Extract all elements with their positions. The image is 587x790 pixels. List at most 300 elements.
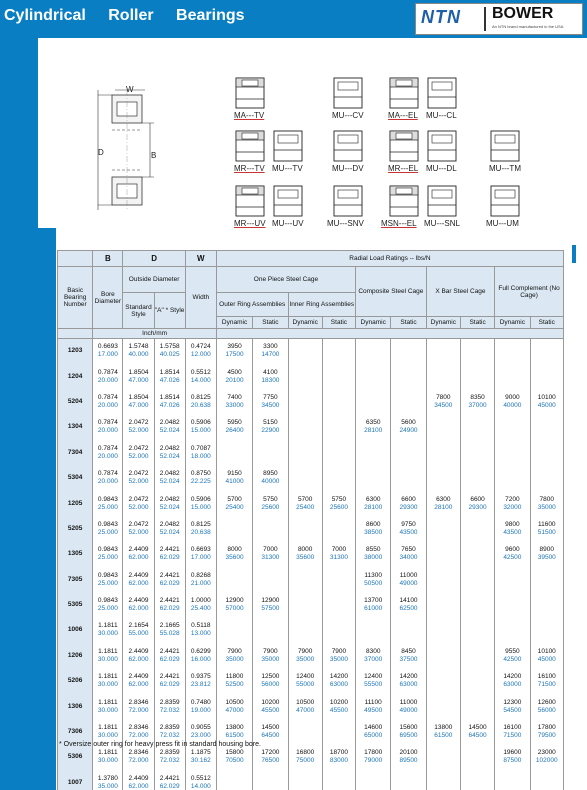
- mm-value: 30.000: [97, 681, 118, 689]
- cell-w: [185, 440, 216, 465]
- mm-value: 40.025: [159, 351, 180, 359]
- mm-value: 54500: [503, 706, 522, 714]
- header-dynamic: Dynamic: [356, 317, 391, 329]
- cell-fd: [495, 415, 530, 440]
- mm-value: 38000: [364, 554, 383, 562]
- mm-value: 35000: [537, 503, 556, 511]
- mm-value: 31300: [329, 554, 348, 562]
- inch-value: 0.4724: [190, 343, 211, 351]
- inch-value: 0.7087: [190, 444, 211, 452]
- cell-xs: [460, 618, 494, 643]
- inch-value: 14200: [503, 673, 522, 681]
- header-units: Inch/mm: [93, 329, 217, 339]
- cell-fd: [495, 745, 530, 770]
- cell-os: [253, 415, 288, 440]
- cell-cs: [391, 415, 426, 440]
- table-row: [58, 440, 564, 465]
- bower-logo: BOWER: [492, 5, 554, 22]
- cell-is: [322, 618, 355, 643]
- mm-value: 39500: [537, 554, 556, 562]
- inch-value: 5600: [401, 419, 416, 427]
- cell-fs: [530, 389, 563, 414]
- cell-b: [93, 440, 123, 465]
- cell-fd: [495, 694, 530, 719]
- cell-is: [322, 542, 355, 567]
- cell-da: [154, 643, 185, 668]
- cell-od: [216, 364, 252, 389]
- cell-is: [322, 339, 355, 364]
- inch-value: 2.0482: [159, 470, 180, 478]
- cell-cs: [391, 465, 426, 490]
- style-label: MR---TV: [234, 164, 265, 173]
- cell-da: [154, 567, 185, 592]
- inch-value: 7400: [227, 393, 242, 401]
- cell-xs: [460, 745, 494, 770]
- mm-value: 25.000: [97, 503, 118, 511]
- inch-value: 2.4409: [128, 597, 149, 605]
- cell-cs: [391, 491, 426, 516]
- bearing-style-icon: [273, 130, 303, 162]
- header-outer-ring: Outer Ring Assemblies: [216, 293, 288, 317]
- mm-value: 62.029: [159, 605, 180, 613]
- cell-os: [253, 339, 288, 364]
- inch-value: 0.7874: [97, 393, 118, 401]
- cell-w: [185, 745, 216, 770]
- cell-od: [216, 491, 252, 516]
- cell-xs: [460, 465, 494, 490]
- cell-b: [93, 491, 123, 516]
- cell-is: [322, 567, 355, 592]
- mm-value: 62.000: [128, 554, 149, 562]
- inch-value: 0.9843: [97, 571, 118, 579]
- inch-value: 2.4421: [159, 571, 180, 579]
- ntn-logo: NTN: [421, 7, 461, 27]
- style-label: MU---SNL: [424, 219, 460, 228]
- cell-od: [216, 770, 252, 790]
- cell-fs: [530, 719, 563, 744]
- cell-b: [93, 567, 123, 592]
- cell-b: [93, 770, 123, 790]
- cell-fs: [530, 465, 563, 490]
- bearing-number-cell: 5204: [58, 389, 93, 414]
- cell-w: [185, 339, 216, 364]
- cell-os: [253, 389, 288, 414]
- inch-value: 18700: [329, 749, 348, 757]
- inch-value: 2.4409: [128, 774, 149, 782]
- cell-fd: [495, 567, 530, 592]
- inch-value: 10200: [261, 698, 280, 706]
- inch-value: 7750: [263, 393, 278, 401]
- mm-value: 13.000: [190, 630, 211, 638]
- cell-os: [253, 567, 288, 592]
- cell-id: [288, 719, 322, 744]
- cell-fs: [530, 592, 563, 617]
- cell-od: [216, 643, 252, 668]
- inch-value: 11800: [225, 673, 244, 681]
- bearing-number-cell: 1204: [58, 364, 93, 389]
- cell-w: [185, 643, 216, 668]
- cell-xs: [460, 491, 494, 516]
- cell-fd: [495, 465, 530, 490]
- inch-value: 7900: [263, 647, 278, 655]
- inch-value: 7000: [263, 546, 278, 554]
- inch-value: 8600: [365, 520, 381, 528]
- cell-cd: [356, 592, 391, 617]
- mm-value: 49500: [364, 706, 383, 714]
- mm-value: 38500: [364, 528, 383, 536]
- inch-value: 0.7874: [97, 419, 118, 427]
- cell-da: [154, 694, 185, 719]
- style-label: MU---DV: [332, 164, 364, 173]
- bearing-number-cell: 1304: [58, 415, 93, 440]
- cell-fs: [530, 567, 563, 592]
- cell-cd: [356, 415, 391, 440]
- side-accent: [0, 38, 38, 228]
- style-label: MU---TM: [489, 164, 521, 173]
- cell-os: [253, 364, 288, 389]
- footnote: * Oversize outer ring for heavy press fit in standard housing bore.: [59, 741, 261, 748]
- cell-os: [253, 669, 288, 694]
- cell-xs: [460, 516, 494, 541]
- mm-value: 72.000: [128, 706, 149, 714]
- header-outside-diameter: Outside Diameter: [123, 267, 185, 293]
- cell-is: [322, 643, 355, 668]
- cell-xs: [460, 770, 494, 790]
- cell-os: [253, 694, 288, 719]
- mm-value: 26400: [225, 427, 244, 435]
- header-blank: [58, 251, 93, 267]
- inch-value: 2.4421: [159, 673, 180, 681]
- header-units-blank: [216, 329, 563, 339]
- cell-ds: [123, 465, 154, 490]
- cell-xd: [426, 516, 460, 541]
- cell-od: [216, 516, 252, 541]
- inch-value: 23000: [537, 749, 556, 757]
- mm-value: 29300: [399, 503, 418, 511]
- table-body: [58, 339, 564, 790]
- inch-value: 10500: [296, 698, 315, 706]
- mm-value: 61500: [225, 732, 244, 740]
- mm-value: 20.638: [190, 528, 211, 536]
- cell-os: [253, 491, 288, 516]
- cell-xd: [426, 339, 460, 364]
- cell-id: [288, 491, 322, 516]
- mm-value: 52.024: [159, 528, 180, 536]
- cell-os: [253, 465, 288, 490]
- cell-cd: [356, 567, 391, 592]
- cell-ds: [123, 542, 154, 567]
- mm-value: 20100: [225, 376, 244, 384]
- inch-value: 1.8514: [159, 393, 180, 401]
- top-bar: [0, 0, 587, 38]
- mm-value: 72.032: [159, 706, 180, 714]
- cell-od: [216, 465, 252, 490]
- inch-value: 5700: [297, 495, 313, 503]
- mm-value: 14.000: [190, 376, 211, 384]
- inch-value: 1.1811: [98, 647, 118, 655]
- header-one-piece-cage: One Piece Steel Cage: [216, 267, 355, 293]
- table-row: [58, 618, 564, 643]
- cell-cd: [356, 643, 391, 668]
- header-dynamic: Dynamic: [288, 317, 322, 329]
- inch-value: 5700: [227, 495, 242, 503]
- inch-value: 13700: [364, 597, 383, 605]
- table-row: [58, 567, 564, 592]
- cell-fd: [495, 339, 530, 364]
- mm-value: 62.029: [159, 655, 180, 663]
- inch-value: 2.8359: [159, 698, 180, 706]
- mm-value: 52.000: [128, 478, 149, 486]
- inch-value: 1.1811: [98, 698, 118, 706]
- mm-value: 37000: [364, 655, 383, 663]
- cell-fd: [495, 516, 530, 541]
- cell-cs: [391, 694, 426, 719]
- cell-ds: [123, 415, 154, 440]
- cell-w: [185, 592, 216, 617]
- inch-value: 1.8514: [159, 368, 180, 376]
- mm-value: 16.000: [190, 655, 211, 663]
- cell-cs: [391, 389, 426, 414]
- inch-value: 9150: [227, 470, 242, 478]
- inch-value: 6600: [470, 495, 485, 503]
- style-label: MA---TV: [234, 111, 265, 120]
- inch-value: 16800: [296, 749, 315, 757]
- mm-value: 79500: [537, 732, 556, 740]
- inch-value: 8000: [297, 546, 313, 554]
- mm-value: 18.000: [190, 452, 211, 460]
- cell-fs: [530, 618, 563, 643]
- inch-value: 6300: [365, 495, 381, 503]
- cell-ds: [123, 592, 154, 617]
- inch-value: 8950: [263, 470, 278, 478]
- cell-cd: [356, 516, 391, 541]
- bearing-style-icon: [389, 77, 419, 109]
- cell-cs: [391, 770, 426, 790]
- cell-cs: [391, 567, 426, 592]
- mm-value: 62.000: [128, 681, 149, 689]
- mm-value: 76500: [261, 757, 280, 765]
- inch-value: 10100: [537, 393, 556, 401]
- inch-value: 0.9843: [97, 495, 118, 503]
- cell-ds: [123, 491, 154, 516]
- mm-value: 23.000: [190, 732, 211, 740]
- inch-value: 11300: [364, 571, 382, 579]
- cell-w: [185, 491, 216, 516]
- mm-value: 55.000: [128, 630, 149, 638]
- mm-value: 102000: [535, 757, 558, 765]
- header-width: Width: [185, 267, 216, 329]
- cell-os: [253, 516, 288, 541]
- cell-os: [253, 542, 288, 567]
- cell-os: [253, 770, 288, 790]
- cell-is: [322, 491, 355, 516]
- mm-value: 25.000: [97, 605, 118, 613]
- mm-value: 35600: [225, 554, 244, 562]
- mm-value: 25400: [225, 503, 244, 511]
- cell-xd: [426, 592, 460, 617]
- cell-fs: [530, 516, 563, 541]
- inch-value: 12500: [261, 673, 280, 681]
- mm-value: 49000: [399, 579, 418, 587]
- mm-value: 34500: [434, 401, 453, 409]
- cell-id: [288, 465, 322, 490]
- mm-value: 28100: [364, 427, 383, 435]
- bearing-style-icon: [333, 130, 363, 162]
- header-radial-load: Radial Load Ratings -- lbs/N: [216, 251, 563, 267]
- style-label: MU---TV: [272, 164, 303, 173]
- header-composite-cage: Composite Steel Cage: [356, 267, 427, 317]
- cell-cd: [356, 770, 391, 790]
- cell-id: [288, 339, 322, 364]
- inch-value: 7650: [401, 546, 416, 554]
- cell-w: [185, 415, 216, 440]
- mm-value: 29300: [468, 503, 487, 511]
- bearing-number-cell: 5305: [58, 592, 93, 617]
- cell-da: [154, 516, 185, 541]
- cell-od: [216, 618, 252, 643]
- inch-value: 12400: [296, 673, 315, 681]
- inch-value: 1.8504: [128, 393, 149, 401]
- inch-value: 2.4421: [159, 546, 180, 554]
- page-title: Cylindrical Roller Bearings: [4, 7, 245, 24]
- inch-value: 2.4409: [128, 571, 149, 579]
- cell-cd: [356, 618, 391, 643]
- cell-od: [216, 669, 252, 694]
- mm-value: 61000: [364, 605, 383, 613]
- cell-is: [322, 719, 355, 744]
- inch-value: 14500: [468, 724, 487, 732]
- mm-value: 24900: [399, 427, 418, 435]
- cell-id: [288, 694, 322, 719]
- cell-b: [93, 643, 123, 668]
- style-label: MU---UM: [486, 219, 519, 228]
- inch-value: 13800: [225, 724, 244, 732]
- mm-value: 12.000: [190, 351, 211, 359]
- inch-value: 2.4421: [159, 774, 180, 782]
- bearing-number-cell: 1006: [58, 618, 93, 643]
- cell-is: [322, 415, 355, 440]
- cell-xs: [460, 389, 494, 414]
- mm-value: 35600: [296, 554, 315, 562]
- cell-cd: [356, 745, 391, 770]
- cell-od: [216, 440, 252, 465]
- inch-value: 1.8504: [128, 368, 149, 376]
- cell-is: [322, 745, 355, 770]
- inch-value: 0.9375: [190, 673, 211, 681]
- cell-da: [154, 339, 185, 364]
- inch-value: 5750: [263, 495, 278, 503]
- mm-value: 63000: [329, 681, 348, 689]
- inch-value: 0.7874: [97, 368, 118, 376]
- mm-value: 62500: [399, 605, 418, 613]
- mm-value: 57000: [225, 605, 244, 613]
- mm-value: 52.024: [159, 452, 180, 460]
- cell-xs: [460, 719, 494, 744]
- cell-id: [288, 542, 322, 567]
- mm-value: 34500: [261, 401, 280, 409]
- mm-value: 43500: [503, 528, 522, 536]
- mm-value: 50500: [364, 579, 383, 587]
- mm-value: 47.000: [128, 401, 149, 409]
- table-row: [58, 643, 564, 668]
- mm-value: 30.000: [97, 757, 118, 765]
- mm-value: 33000: [225, 401, 244, 409]
- style-label: MU---CL: [426, 111, 457, 120]
- cell-fd: [495, 440, 530, 465]
- mm-value: 61500: [434, 732, 453, 740]
- mm-value: 25400: [296, 503, 315, 511]
- cell-da: [154, 389, 185, 414]
- cell-w: [185, 770, 216, 790]
- cell-xd: [426, 643, 460, 668]
- cell-xs: [460, 669, 494, 694]
- cell-fs: [530, 364, 563, 389]
- cell-da: [154, 618, 185, 643]
- mm-value: 15.000: [190, 503, 211, 511]
- inch-value: 9600: [505, 546, 520, 554]
- cell-id: [288, 415, 322, 440]
- cell-ds: [123, 745, 154, 770]
- bearing-number-cell: 7304: [58, 440, 93, 465]
- mm-value: 62.000: [128, 605, 149, 613]
- style-label: MU---SNV: [327, 219, 364, 228]
- bearing-number-cell: 5205: [58, 516, 93, 541]
- cell-id: [288, 770, 322, 790]
- inch-value: 0.5512: [190, 368, 211, 376]
- inch-value: 0.9843: [97, 597, 118, 605]
- header-d: D: [123, 251, 185, 267]
- mm-value: 63000: [399, 681, 418, 689]
- mm-value: 31300: [261, 554, 280, 562]
- header-bore: Bore Diameter: [93, 267, 123, 329]
- inch-value: 8550: [365, 546, 381, 554]
- cell-xs: [460, 415, 494, 440]
- inch-value: 8000: [227, 546, 242, 554]
- bearing-number-cell: 5206: [58, 669, 93, 694]
- cell-id: [288, 364, 322, 389]
- cell-b: [93, 415, 123, 440]
- inch-value: 16100: [537, 673, 556, 681]
- mm-value: 32000: [503, 503, 522, 511]
- cell-xd: [426, 491, 460, 516]
- header-w: W: [185, 251, 216, 267]
- cell-xs: [460, 364, 494, 389]
- cell-is: [322, 669, 355, 694]
- mm-value: 20.000: [97, 452, 118, 460]
- bearing-style-icon: [235, 130, 265, 162]
- cell-cs: [391, 339, 426, 364]
- mm-value: 52500: [225, 681, 244, 689]
- inch-value: 9750: [401, 520, 416, 528]
- cell-id: [288, 516, 322, 541]
- cell-ds: [123, 389, 154, 414]
- inch-value: 19600: [503, 749, 522, 757]
- inch-value: 4500: [227, 368, 242, 376]
- inch-value: 1.1811: [98, 749, 118, 757]
- mm-value: 52.000: [128, 452, 149, 460]
- inch-value: 14600: [364, 724, 383, 732]
- header-static: Static: [322, 317, 355, 329]
- table-row: [58, 415, 564, 440]
- cell-os: [253, 440, 288, 465]
- header-dynamic: Dynamic: [426, 317, 460, 329]
- cell-xd: [426, 694, 460, 719]
- inch-value: 14200: [329, 673, 348, 681]
- inch-value: 0.8268: [190, 571, 211, 579]
- cell-ds: [123, 694, 154, 719]
- header-standard-style: Standard Style: [123, 293, 154, 329]
- mm-value: 25.000: [97, 554, 118, 562]
